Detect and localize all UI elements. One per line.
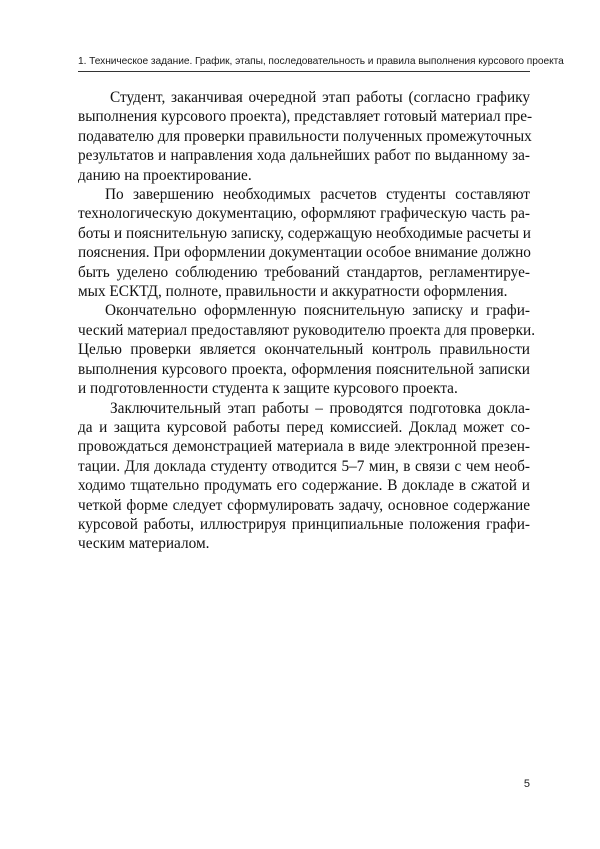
- paragraph-line: мых ЕСКТД, полноте, правильности и аккуратности оформления.: [78, 283, 508, 301]
- paragraph-line: ческий материал предоставляют руководителю проекта для проверки.: [78, 321, 536, 339]
- paragraph-line: четкой форме следует сформулировать задачу, основное содержание: [78, 496, 530, 514]
- paragraph-line: быть уделено соблюдению требований стандартов, регламентируе-: [78, 263, 530, 281]
- page-number: 5: [523, 778, 530, 790]
- paragraph-line: боты и пояснительную записку, содержащую необходимые расчеты и: [78, 224, 531, 242]
- paragraph-line: провождаться демонстрацией материала в виде электронной презен-: [78, 438, 530, 456]
- paragraph-4: [78, 399, 530, 554]
- paragraph-line: да и защита курсовой работы перед комиссией. Доклад может со-: [78, 418, 530, 436]
- paragraph-line: ходимо тщательно продумать его содержание. В докладе в сжатой и: [78, 477, 530, 495]
- running-header: 1. Техническое задание. График, этапы, последовательность и правила выполнения курсового проекта: [78, 56, 564, 67]
- paragraph-2: [78, 185, 530, 301]
- paragraph-3: [78, 301, 536, 398]
- paragraph-line: результатов и направления хода дальнейших работ по выданному за-: [78, 147, 530, 165]
- paragraph-line: курсовой работы, иллюстрируя принципиальные положения графи-: [78, 515, 530, 533]
- paragraph-line: Целью проверки является окончательный контроль правильности: [78, 341, 530, 359]
- paragraph-line: Окончательно оформленную пояснительную записку и графи-: [105, 302, 530, 320]
- paragraph-line: подавателю для проверки правильности полученных промежуточных: [78, 127, 532, 145]
- paragraph-line: и подготовленности студента к защите курсового проекта.: [78, 380, 458, 398]
- paragraph-line: выполнения курсового проекта, оформления пояснительной записки: [78, 360, 530, 378]
- body-text: [78, 88, 536, 554]
- paragraph-1: [78, 88, 533, 185]
- paragraph-line: выполнения курсового проекта), представляет готовый материал пре-: [78, 108, 533, 126]
- paragraph-line: технологическую документацию, оформляют графическую часть ра-: [78, 205, 530, 223]
- header-rule: [78, 71, 530, 72]
- paragraph-line: данию на проектирование.: [78, 166, 252, 184]
- paragraph-line: Студент, заканчивая очередной этап работы (согласно графику: [110, 89, 530, 106]
- paragraph-line: пояснения. При оформлении документации особое внимание должно: [78, 244, 531, 262]
- paragraph-line: ческим материалом.: [78, 535, 210, 553]
- paragraph-line: тации. Для доклада студенту отводится 5–7 мин, в связи с чем необ-: [78, 457, 530, 475]
- paragraph-line: По завершению необходимых расчетов студенты составляют: [105, 186, 530, 204]
- paragraph-line: Заключительный этап работы – проводятся подготовка докла-: [110, 399, 530, 417]
